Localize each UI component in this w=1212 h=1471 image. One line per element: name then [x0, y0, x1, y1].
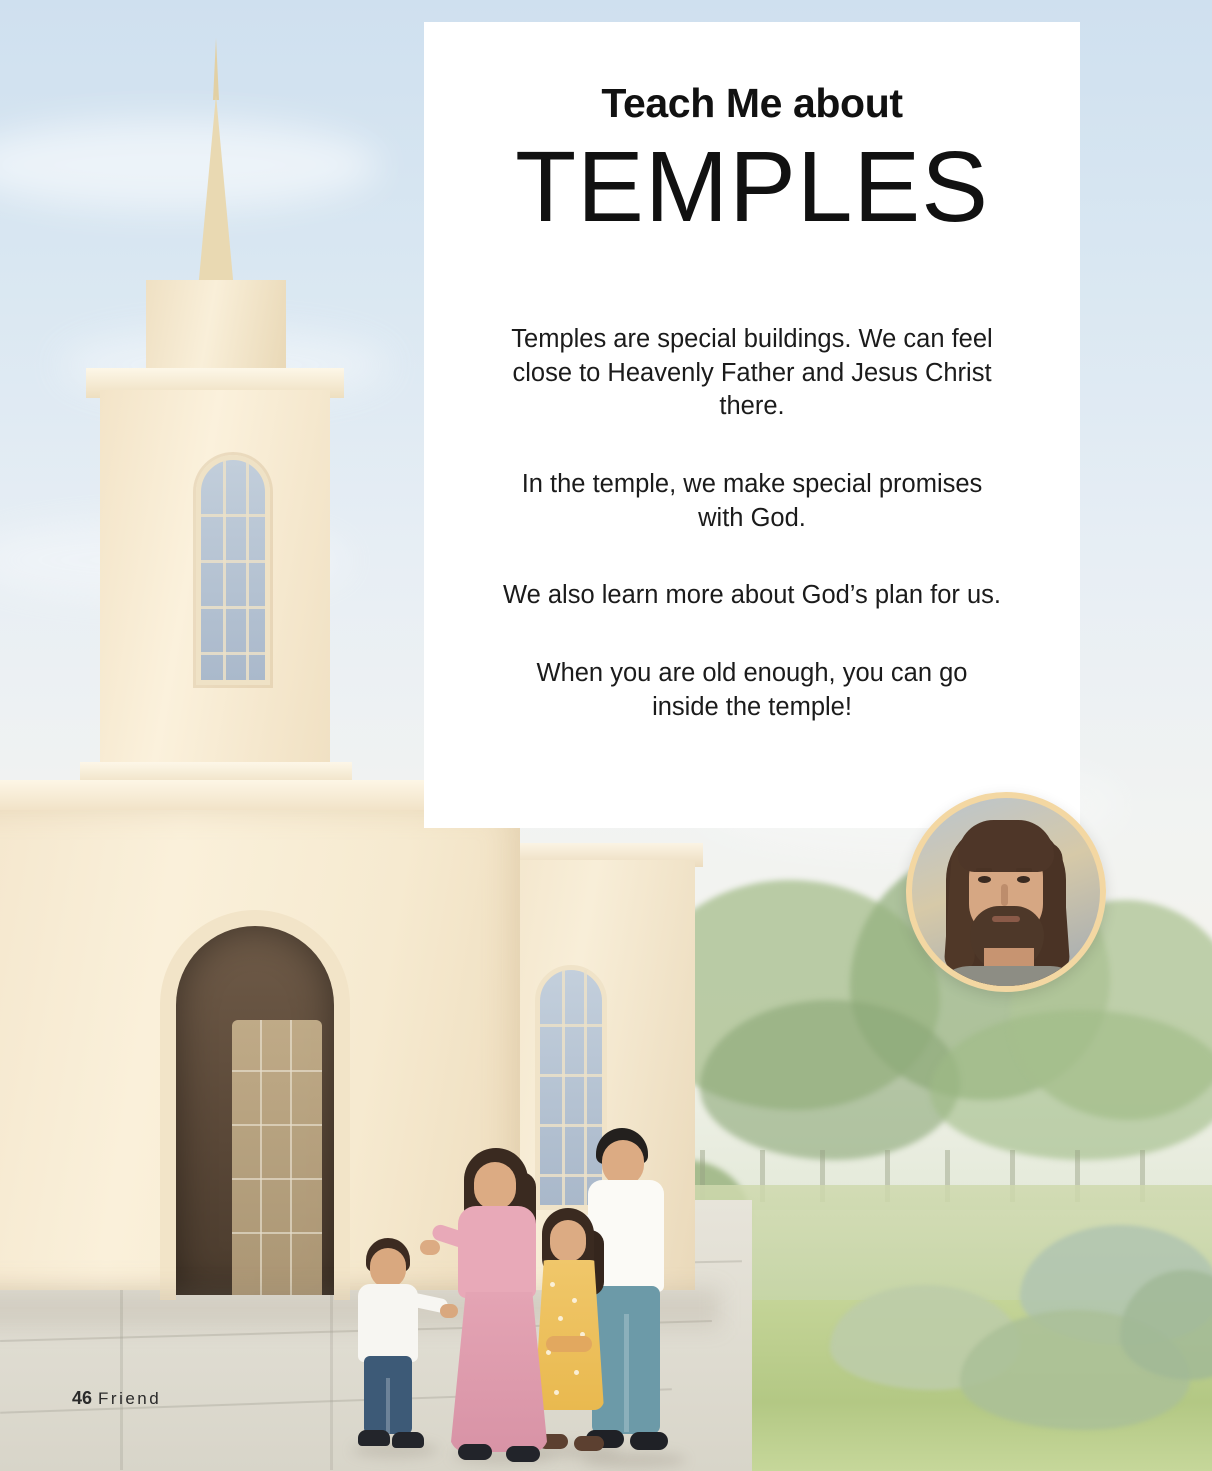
tower-arched-window — [196, 455, 270, 685]
jesus-christ-portrait — [906, 792, 1106, 992]
entrance-arch-trim — [160, 910, 350, 1300]
paragraph: When you are old enough, you can go inside the temple! — [536, 658, 968, 721]
article-text-panel — [424, 22, 1080, 828]
tree — [700, 1000, 960, 1160]
temple-spire — [198, 95, 234, 290]
paragraph: In the temple, we make special promises with God. — [521, 469, 983, 532]
mother-figure — [448, 1148, 558, 1458]
boy-figure — [348, 1238, 432, 1453]
spire-base-block — [146, 280, 286, 380]
paragraph: We also learn more about God’s plan for us. — [503, 581, 1001, 610]
article-body — [502, 323, 1002, 724]
paragraph: Temples are special buildings. We can feel close to Heavenly Father and Jesus Christ there. — [511, 325, 993, 421]
temple-tower — [100, 390, 330, 790]
page-title-kicker: Teach Me about — [601, 80, 903, 126]
spire-tip — [213, 38, 219, 100]
page-footer — [72, 1388, 161, 1409]
page-number: 46 — [72, 1388, 93, 1408]
magazine-name: Friend — [98, 1389, 162, 1408]
page-title: TEMPLES — [515, 131, 989, 243]
